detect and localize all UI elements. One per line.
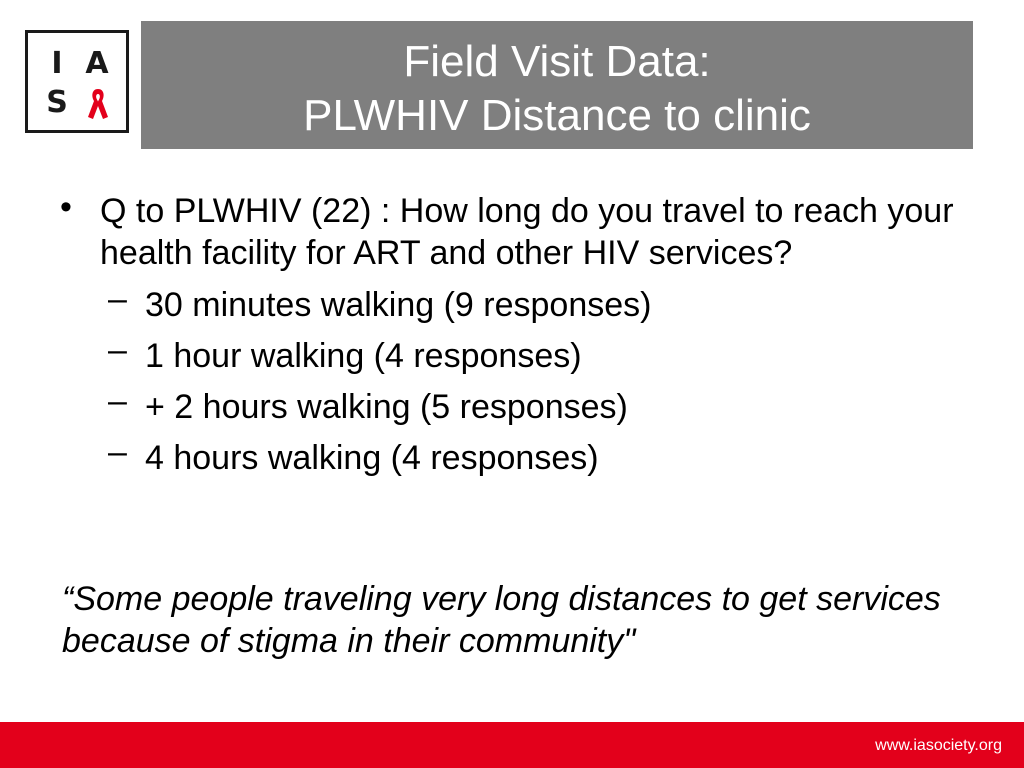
footer-url: www.iasociety.org: [875, 737, 1002, 754]
list-item: [108, 280, 960, 331]
logo-letter-i: I: [51, 46, 63, 81]
response-text: 4 hours walking (4 responses): [145, 439, 599, 477]
logo-letter-s: S: [46, 85, 68, 120]
ias-logo: [25, 30, 129, 133]
list-item: [108, 433, 960, 484]
list-item: [108, 382, 960, 433]
bullet-marker: •: [60, 188, 72, 226]
footer-bar: [0, 722, 1024, 768]
response-text: 30 minutes walking (9 responses): [145, 286, 652, 324]
title-line-2: PLWHIV Distance to clinic: [303, 91, 811, 140]
slide-body: [60, 190, 960, 484]
dash-marker: –: [108, 280, 127, 318]
stigma-quote: “Some people traveling very long distances to get services because of stigma in their community": [62, 580, 941, 660]
dash-marker: –: [108, 382, 127, 420]
title-banner: [141, 21, 973, 149]
question-text: Q to PLWHIV (22) : How long do you travel to reach your health facility for ART and other HIV services?: [100, 192, 954, 272]
red-ribbon-icon: [84, 86, 112, 122]
list-item: [108, 331, 960, 382]
dash-marker: –: [108, 331, 127, 369]
response-text: + 2 hours walking (5 responses): [145, 388, 628, 426]
logo-letter-a: A: [85, 46, 109, 81]
response-text: 1 hour walking (4 responses): [145, 337, 582, 375]
title-line-1: Field Visit Data:: [403, 37, 711, 86]
dash-marker: –: [108, 433, 127, 471]
question-bullet: [60, 190, 960, 274]
response-list: [60, 280, 960, 484]
